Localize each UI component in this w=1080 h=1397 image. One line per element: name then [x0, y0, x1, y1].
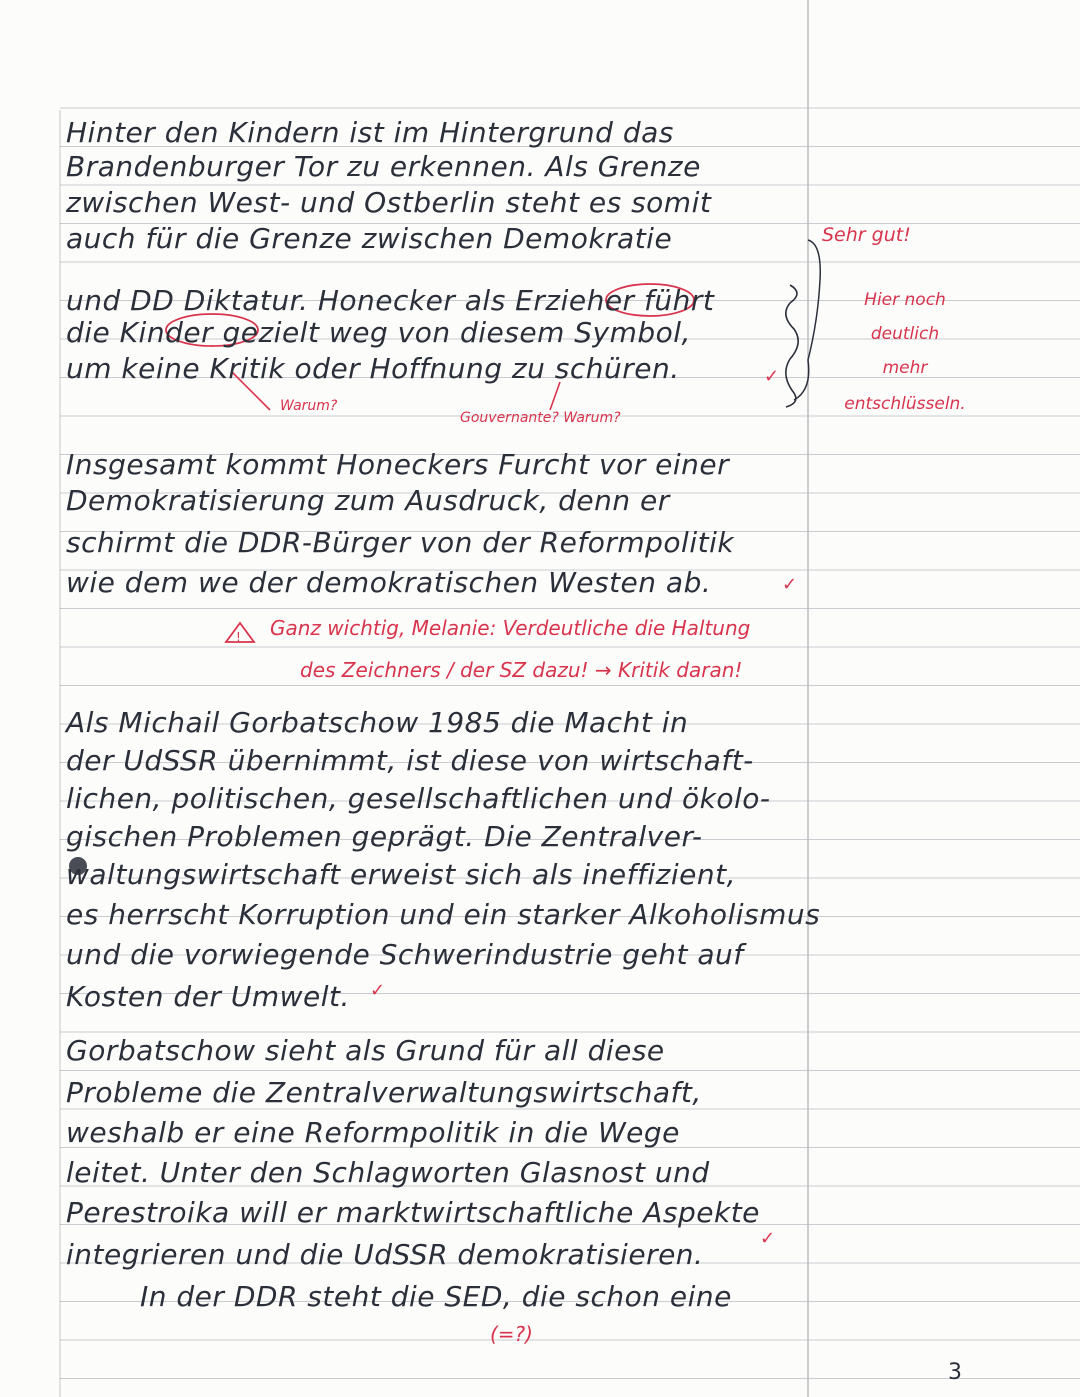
text-line: Perestroika will er marktwirtschaftliche Aspekte [66, 1196, 760, 1229]
check-mark: ✓ [370, 980, 386, 1001]
text-line: schirmt die DDR-Bürger von der Reformpolitik [66, 526, 735, 559]
text-line: leitet. Unter den Schlagworten Glasnost und [66, 1156, 710, 1189]
text-line: der UdSSR übernimmt, ist diese von wirtschaft- [66, 744, 754, 777]
check-mark: ✓ [782, 574, 798, 595]
text-line: Als Michail Gorbatschow 1985 die Macht in [66, 706, 689, 739]
text-line: zwischen West- und Ostberlin steht es somit [66, 186, 712, 219]
important-note-line-1: Ganz wichtig, Melanie: Verdeutliche die Haltung [270, 616, 751, 640]
note-gouvernante: Gouvernante? Warum? [460, 410, 621, 426]
text-line: Kosten der Umwelt. [66, 980, 350, 1013]
note-warum: Warum? [280, 398, 338, 414]
margin-comment-line: mehr [882, 358, 928, 378]
check-mark: ✓ [764, 366, 780, 387]
text-line: gischen Problemen geprägt. Die Zentralver- [66, 820, 703, 853]
text-line: die Kinder gezielt weg von diesem Symbol, [66, 316, 691, 349]
arrow-to-gouvernante [550, 382, 560, 410]
text-line: Demokratisierung zum Ausdruck, denn er [66, 484, 670, 517]
text-line: und DD Diktatur. Honecker als Erzieher führt [66, 284, 715, 317]
warning-exclamation-icon: ! [236, 630, 241, 644]
text-line: Brandenburger Tor zu erkennen. Als Grenze [66, 150, 701, 183]
text-line: weshalb er eine Reformpolitik in die Wege [66, 1116, 680, 1149]
margin-comment-line: deutlich [870, 324, 940, 344]
text-line: waltungswirtschaft erweist sich als ineffizient, [66, 858, 736, 891]
check-mark: ✓ [760, 1228, 776, 1249]
page-number: 3 [948, 1360, 962, 1385]
text-line: es herrscht Korruption und ein starker Alkoholismus [66, 898, 821, 931]
text-line: Probleme die Zentralverwaltungswirtschaft, [66, 1076, 702, 1109]
important-note-line-2: des Zeichners / der SZ dazu! → Kritik daran! [300, 658, 743, 682]
text-line: Insgesamt kommt Honeckers Furcht vor einer [66, 448, 730, 481]
text-line: In der DDR steht die SED, die schon eine [140, 1280, 732, 1313]
text-line: integrieren und die UdSSR demokratisieren. [66, 1238, 704, 1271]
text-line: und die vorwiegende Schwerindustrie geht auf [66, 938, 744, 971]
margin-comment-praise: Sehr gut! [822, 224, 911, 246]
text-line: auch für die Grenze zwischen Demokratie [66, 222, 673, 255]
text-line: wie dem we der demokratischen Westen ab. [66, 566, 712, 599]
margin-comment-line: entschlüsseln. [844, 394, 966, 414]
bottom-question-note: (=?) [490, 1322, 533, 1346]
bracket-mark [786, 285, 798, 407]
text-line: Hinter den Kindern ist im Hintergrund das [66, 116, 674, 149]
margin-comment-line: Hier noch [864, 290, 946, 310]
text-line: lichen, politischen, gesellschaftlichen und ökolo- [66, 782, 771, 815]
text-line: Gorbatschow sieht als Grund für all diese [66, 1034, 665, 1067]
text-line: um keine Kritik oder Hoffnung zu schüren. [66, 352, 680, 385]
